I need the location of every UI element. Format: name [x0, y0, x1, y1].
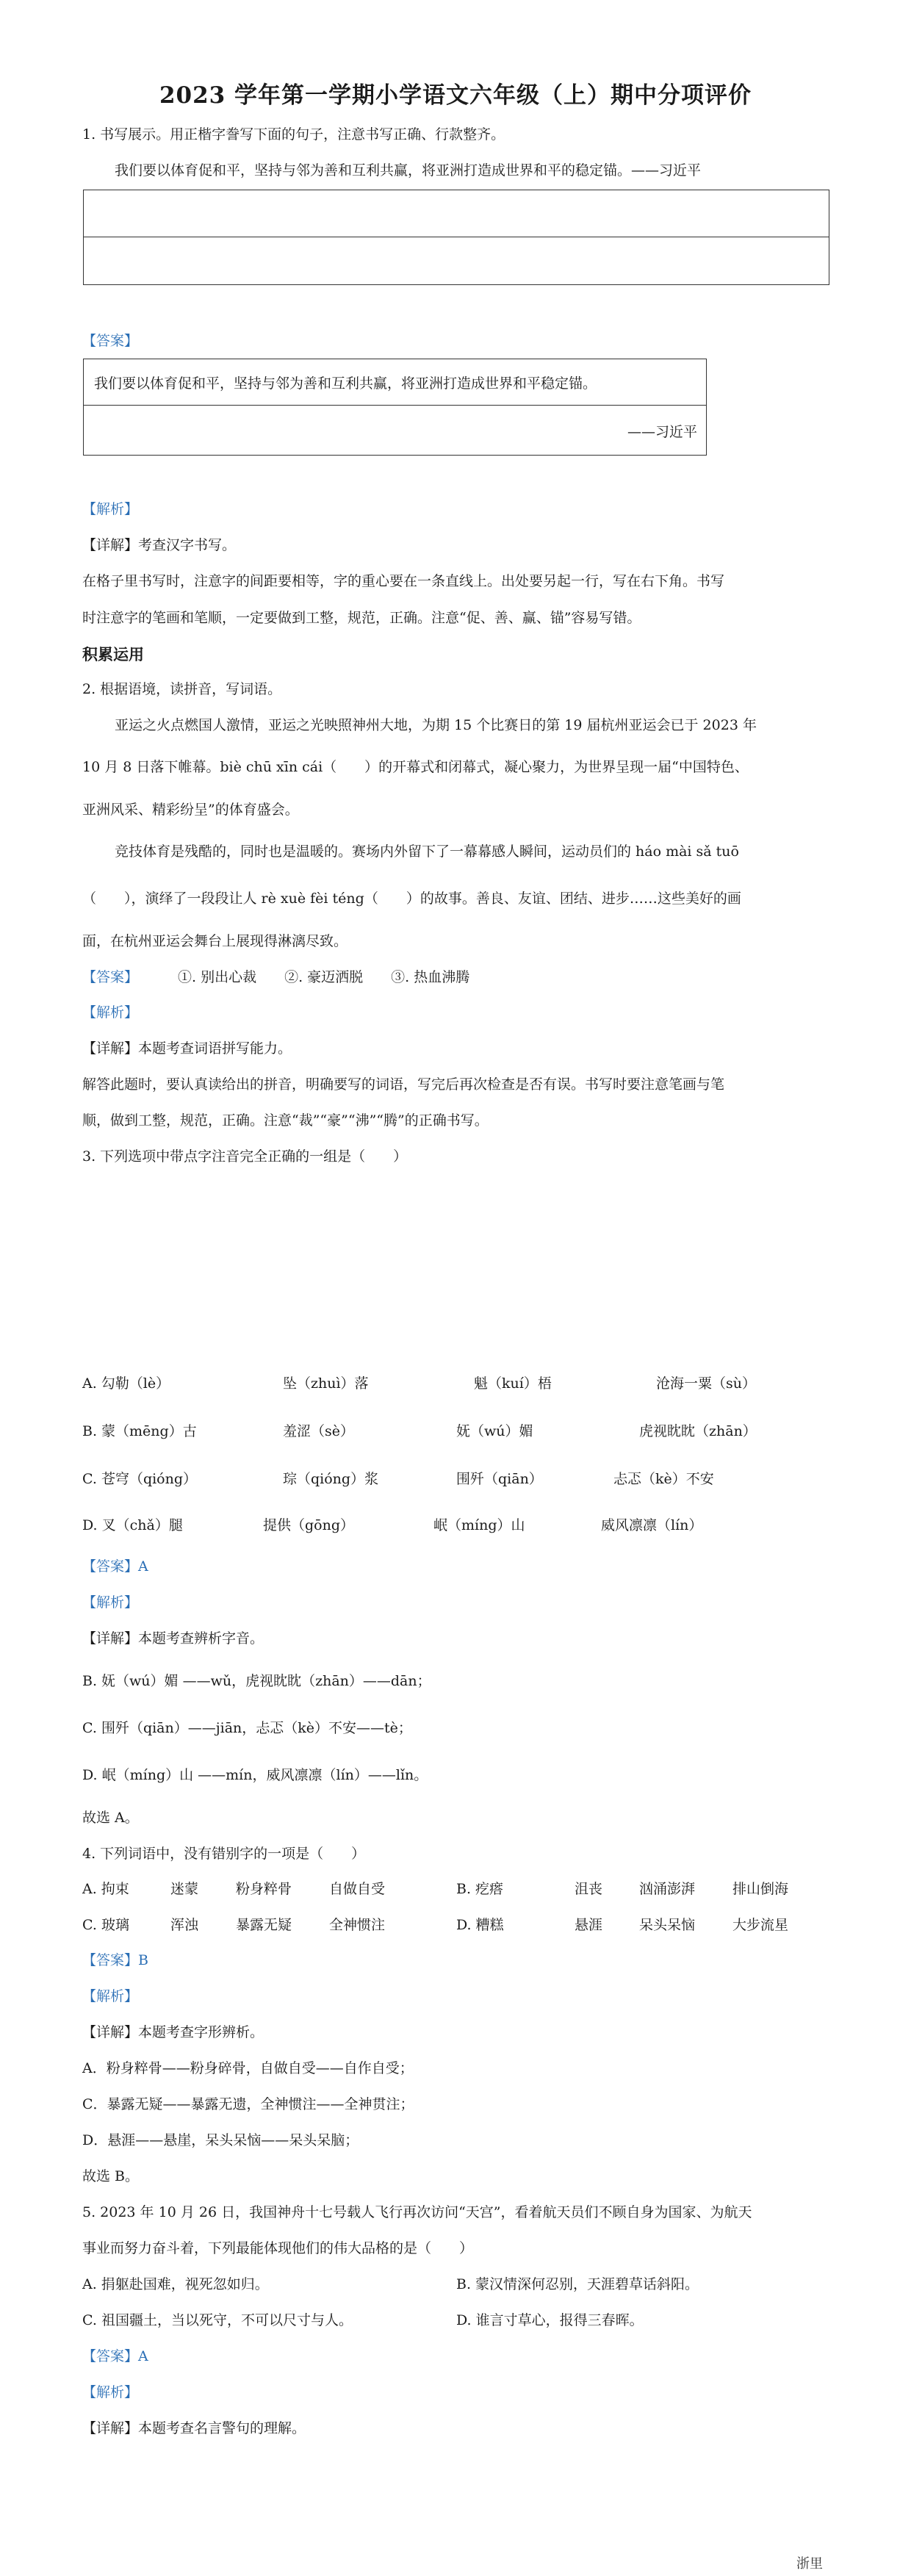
q3-fix-b: B. 妩（wú）媚 ——wǔ，虎视眈眈（zhān）——dān；	[82, 1673, 431, 1689]
q4-d-word3: 呆头呆恼	[639, 1917, 696, 1933]
q4-c-word1: C. 玻璃	[82, 1917, 129, 1933]
q2-paragraph1-line3: 亚洲风采、精彩纷呈”的体育盛会。	[82, 802, 299, 818]
q3-option-c4: 忐忑（kè）不安	[613, 1471, 714, 1487]
q3-answer: 【答案】A	[82, 1558, 148, 1575]
q3-option-c2: 琮（qióng）浆	[283, 1471, 379, 1487]
q3-analysis-label: 【解析】	[82, 1594, 139, 1611]
q5-analysis-label: 【解析】	[82, 2384, 139, 2400]
q5-option-c: C. 祖国疆土，当以死守，不可以尺寸与人。	[82, 2312, 353, 2328]
q4-b-word1: B. 疙瘩	[456, 1881, 504, 1897]
q4-c-word2: 浑浊	[170, 1917, 199, 1933]
q3-option-a2: 坠（zhuì）落	[283, 1375, 369, 1392]
q3-conclusion: 故选 A。	[82, 1810, 139, 1826]
q4-a-word3: 粉身粹骨	[236, 1881, 292, 1897]
q2-paragraph2-line1: 竞技体育是残酷的，同时也是温暖的。赛场内外留下了一幕幕感人瞬间，运动员们的 háo mài sǎ tuō	[115, 843, 739, 860]
q3-detail: 【详解】本题考查辨析字音。	[82, 1630, 264, 1647]
q3-option-d1: D. 叉（chǎ）腿	[82, 1517, 183, 1533]
q4-detail: 【详解】本题考查字形辨析。	[82, 2024, 264, 2040]
q4-a-word1: A. 拘束	[82, 1881, 129, 1897]
q4-stem: 4. 下列词语中，没有错别字的一项是（ ）	[82, 1846, 366, 1862]
q3-option-a1: A. 勾勒（lè）	[82, 1375, 170, 1392]
q3-option-a4: 沧海一粟（sù）	[656, 1375, 756, 1392]
q4-answer: 【答案】B	[82, 1952, 148, 1968]
q4-b-word3: 汹涌澎湃	[639, 1881, 696, 1897]
q4-conclusion: 故选 B。	[82, 2168, 140, 2184]
q5-option-d: D. 谁言寸草心，报得三春晖。	[456, 2312, 644, 2328]
q3-option-c3: 围歼（qiān）	[456, 1471, 543, 1487]
q4-d-word1: D. 糟糕	[456, 1917, 504, 1933]
document-title: 2023 学年第一学期小学语文六年级（上）期中分项评价	[159, 82, 752, 109]
q1-analysis-label: 【解析】	[82, 501, 139, 517]
q1-answer-label: 【答案】	[82, 333, 139, 349]
q5-stem-1: 5. 2023 年 10 月 26 日，我国神舟十七号载人飞行再次访问“天宫”，看着航天员们不顾自身为国家、为航天	[82, 2204, 752, 2220]
q1-explain-2: 时注意字的笔画和笔顺，一定要做到工整，规范，正确。注意“促、善、赢、锚”容易写错。	[82, 610, 641, 626]
q2-explain-1: 解答此题时，要认真读给出的拼音，明确要写的词语，写完后再次检查是否有误。书写时要注意笔画与笔	[82, 1076, 725, 1093]
q4-analysis-label: 【解析】	[82, 1988, 139, 2004]
q5-option-b: B. 蒙汉情深何忍别，天涯碧草话斜阳。	[456, 2276, 699, 2292]
q3-stem: 3. 下列选项中带点字注音完全正确的一组是（ ）	[82, 1148, 408, 1165]
q5-option-a: A. 捐躯赴国难，视死忽如归。	[82, 2276, 269, 2292]
answer-box-divider	[84, 405, 706, 406]
q2-paragraph1-line2: 10 月 8 日落下帷幕。biè chū xīn cái（ ）的开幕式和闭幕式，凝心聚力，为世界呈现一届“中国特色、	[82, 759, 749, 775]
q4-fix-d: D．悬涯——悬崖，呆头呆恼——呆头呆脑；	[82, 2132, 359, 2148]
q4-a-word4: 自做自受	[329, 1881, 386, 1897]
q4-b-word2: 沮丧	[575, 1881, 603, 1897]
q2-answer-label: 【答案】	[82, 969, 139, 985]
q1-stem: 1. 书写展示。用正楷字誊写下面的句子，注意书写正确、行款整齐。	[82, 126, 505, 143]
q5-stem-2: 事业而努力奋斗着，下列最能体现他们的伟大品格的是（ ）	[82, 2240, 474, 2256]
page-footer: 浙里	[796, 2556, 823, 2572]
q3-option-d2: 提供（gōng）	[263, 1517, 355, 1533]
q1-sentence: 我们要以体育促和平，坚持与邻为善和互利共赢，将亚洲打造成世界和平的稳定锚。——习近平	[115, 162, 702, 179]
q2-paragraph2-line2: （ ），演绎了一段段让人 rè xuè fèi téng（ ）的故事。善良、友谊、团结、进步……这些美好的画	[82, 891, 741, 907]
q4-d-word2: 悬涯	[575, 1917, 603, 1933]
q5-answer: 【答案】A	[82, 2348, 148, 2364]
q5-detail: 【详解】本题考查名言警句的理解。	[82, 2420, 306, 2436]
q4-c-word4: 全神惯注	[329, 1917, 386, 1933]
q4-b-word4: 排山倒海	[732, 1881, 789, 1897]
q2-analysis-label: 【解析】	[82, 1004, 139, 1021]
q2-explain-2: 顺，做到工整，规范，正确。注意“裁”“豪”“沸”“腾”的正确书写。	[82, 1112, 489, 1129]
q2-answer: ①. 别出心裁 ②. 豪迈洒脱 ③. 热血沸腾	[178, 969, 470, 985]
q3-fix-c: C. 围歼（qiān）——jiān，忐忑（kè）不安——tè；	[82, 1720, 412, 1736]
q3-fix-d: D. 岷（míng）山 ——mín，威风凛凛（lín）——lǐn。	[82, 1767, 428, 1783]
q3-option-b2: 羞涩（sè）	[283, 1423, 354, 1439]
q4-c-word3: 暴露无疑	[236, 1917, 292, 1933]
q2-paragraph1-line1: 亚运之火点燃国人激情，亚运之光映照神州大地，为期 15 个比赛日的第 19 届杭州亚运会已于 2023 年	[115, 717, 757, 733]
q3-option-d3: 岷（míng）山	[433, 1517, 525, 1533]
q3-option-c1: C. 苍穹（qióng）	[82, 1471, 198, 1487]
q3-option-b3: 妩（wú）媚	[456, 1423, 533, 1439]
q4-d-word4: 大步流星	[732, 1917, 789, 1933]
q1-answer-box	[83, 359, 707, 456]
q4-fix-a: A．粉身粹骨——粉身碎骨，自做自受——自作自受；	[82, 2060, 414, 2076]
q2-detail: 【详解】本题考查词语拼写能力。	[82, 1040, 292, 1057]
q4-fix-c: C．暴露无疑——暴露无遗，全神惯注——全神贯注；	[82, 2096, 414, 2112]
q3-option-d4: 威风凛凛（lín）	[601, 1517, 703, 1533]
q1-explain-1: 在格子里书写时，注意字的间距要相等，字的重心要在一条直线上。出处要另起一行，写在右下角。书写	[82, 573, 725, 589]
q1-answer-line1: 我们要以体育促和平，坚持与邻为善和互利共赢，将亚洲打造成世界和平稳定锚。	[94, 375, 597, 392]
section-heading: 积累运用	[82, 645, 144, 663]
q4-a-word2: 迷蒙	[170, 1881, 199, 1897]
q3-option-a3: 魁（kuí）梧	[474, 1375, 552, 1392]
q1-answer-line2: ——习近平	[627, 424, 697, 440]
q2-paragraph2-line3: 面，在杭州亚运会舞台上展现得淋漓尽致。	[82, 933, 348, 949]
q2-stem: 2. 根据语境，读拼音，写词语。	[82, 681, 282, 697]
q3-option-b4: 虎视眈眈（zhān）	[639, 1423, 757, 1439]
q1-detail: 【详解】考查汉字书写。	[82, 537, 237, 553]
q1-writing-grid	[83, 190, 829, 285]
q3-option-b1: B. 蒙（mēng）古	[82, 1423, 197, 1439]
